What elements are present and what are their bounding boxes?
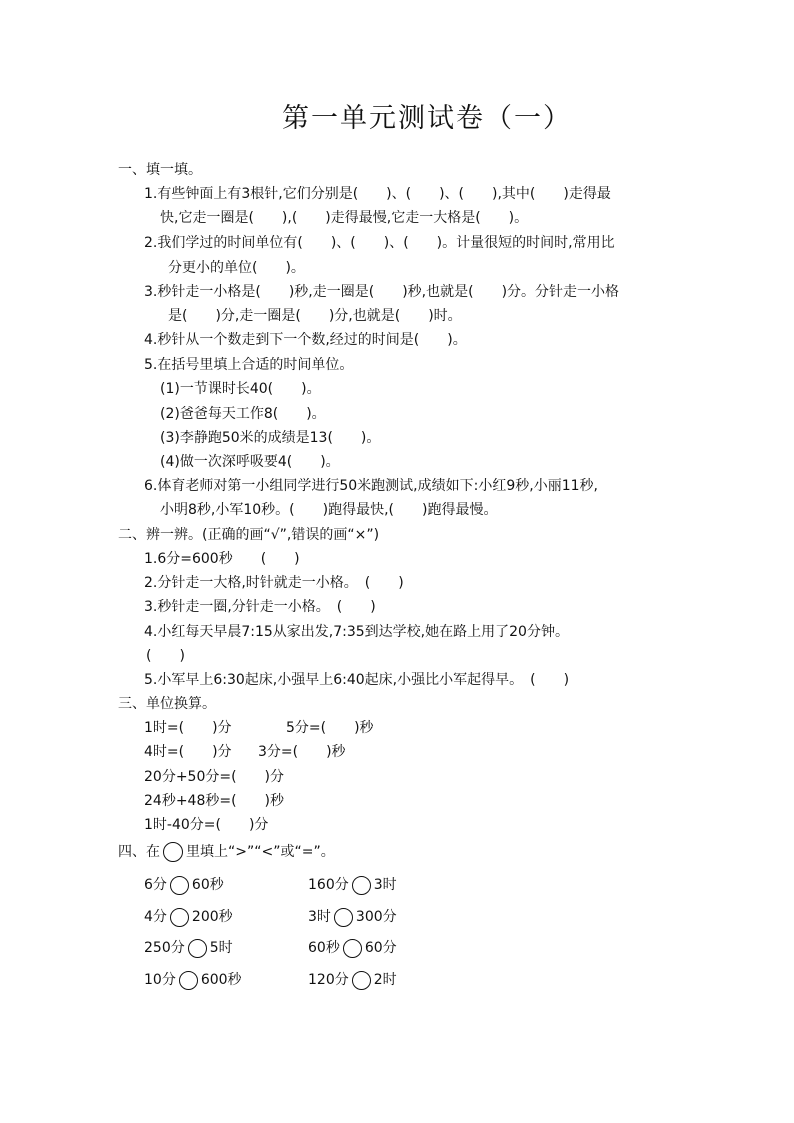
answer-circle-icon[interactable] <box>179 971 198 990</box>
question-1-2-line-2: 分更小的单位( )。 <box>168 260 305 276</box>
question-1-5-2: (2)爸爸每天工作8( )。 <box>160 406 326 422</box>
question-2-5: 5.小军早上6:30起床,小强早上6:40起床,小强比小军起得早。 ( ) <box>144 672 570 688</box>
compare-item-1 <box>144 874 224 896</box>
question-1-4: 4.秒针从一个数走到下一个数,经过的时间是( )。 <box>144 332 467 348</box>
compare-item-6 <box>308 937 397 959</box>
compare-left: 250分 <box>144 940 185 956</box>
answer-circle-icon[interactable] <box>170 876 189 895</box>
compare-left: 4分 <box>144 909 167 925</box>
question-1-5: 5.在括号里填上合适的时间单位。 <box>144 357 354 373</box>
question-2-3: 3.秒针走一圈,分针走一小格。 ( ) <box>144 599 376 615</box>
question-2-4-line-2: ( ) <box>146 648 185 664</box>
question-1-5-3: (3)李静跑50米的成绩是13( )。 <box>160 430 381 446</box>
question-1-2-line-1: 2.我们学过的时间单位有( )、( )、( )。计量很短的时间时,常用比 <box>144 235 615 251</box>
compare-left: 60秒 <box>308 940 340 956</box>
section-1-heading: 一、填一填。 <box>118 162 202 178</box>
compare-left: 10分 <box>144 972 176 988</box>
conversion-4: 24秒+48秒=( )秒 <box>144 793 285 809</box>
answer-circle-icon[interactable] <box>170 908 189 927</box>
compare-item-2 <box>308 874 397 896</box>
question-1-5-4: (4)做一次深呼吸要4( )。 <box>160 454 340 470</box>
conversion-5: 1时-40分=( )分 <box>144 817 269 833</box>
answer-circle-icon[interactable] <box>188 939 207 958</box>
conversion-2b: 3分=( )秒 <box>258 744 346 760</box>
answer-circle-icon[interactable] <box>352 971 371 990</box>
conversion-3: 20分+50分=( )分 <box>144 769 285 785</box>
question-2-4-line-1: 4.小红每天早晨7:15从家出发,7:35到达学校,她在路上用了20分钟。 <box>144 624 569 640</box>
answer-circle-icon[interactable] <box>343 939 362 958</box>
conversion-2a: 4时=( )分 <box>144 744 232 760</box>
compare-right: 600秒 <box>200 972 242 988</box>
answer-circle-icon[interactable] <box>334 908 353 927</box>
question-1-3-line-2: 是( )分,走一圈是( )分,也就是( )时。 <box>168 308 462 324</box>
compare-right: 3时 <box>373 877 397 893</box>
question-1-3-line-1: 3.秒针走一小格是( )秒,走一圈是( )秒,也就是( )分。分针走一小格 <box>144 284 620 300</box>
compare-right: 60分 <box>364 940 397 956</box>
section-3-heading: 三、单位换算。 <box>118 696 216 712</box>
compare-right: 5时 <box>209 940 233 956</box>
section-2-heading: 二、辨一辨。(正确的画“√”,错误的画“×”) <box>118 527 380 543</box>
question-1-6-line-2: 小明8秒,小军10秒。( )跑得最快,( )跑得最慢。 <box>160 502 498 518</box>
question-2-1: 1.6分=600秒 ( ) <box>144 551 300 567</box>
compare-item-3 <box>144 906 233 928</box>
compare-item-4 <box>308 906 397 928</box>
compare-item-5 <box>144 937 233 959</box>
compare-left: 120分 <box>308 972 349 988</box>
compare-right: 60秒 <box>191 877 224 893</box>
circle-icon <box>163 842 183 862</box>
compare-left: 160分 <box>308 877 349 893</box>
page-title: 第一单元测试卷（一） <box>282 103 572 134</box>
question-1-6-line-1: 6.体育老师对第一小组同学进行50米跑测试,成绩如下:小红9秒,小丽11秒, <box>144 478 598 494</box>
compare-left: 6分 <box>144 877 167 893</box>
conversion-1a: 1时=( )分 <box>144 720 232 736</box>
section-4-heading-prefix: 四、在 <box>118 844 160 860</box>
compare-right: 200秒 <box>191 909 233 925</box>
question-1-1-line-1: 1.有些钟面上有3根针,它们分别是( )、( )、( ),其中( )走得最 <box>144 186 611 202</box>
question-1-5-1: (1)一节课时长40( )。 <box>160 381 321 397</box>
compare-right: 300分 <box>355 909 397 925</box>
question-1-1-line-2: 快,它走一圈是( ),( )走得最慢,它走一大格是( )。 <box>160 210 529 226</box>
question-2-2: 2.分针走一大格,时针就走一小格。 ( ) <box>144 575 404 591</box>
answer-circle-icon[interactable] <box>352 876 371 895</box>
section-4-heading-suffix: 里填上“>”“<”或“=”。 <box>186 844 335 860</box>
conversion-1b: 5分=( )秒 <box>286 720 374 736</box>
compare-item-7 <box>144 969 242 991</box>
section-4-heading <box>118 841 335 863</box>
compare-item-8 <box>308 969 397 991</box>
compare-left: 3时 <box>308 909 331 925</box>
compare-right: 2时 <box>373 972 397 988</box>
